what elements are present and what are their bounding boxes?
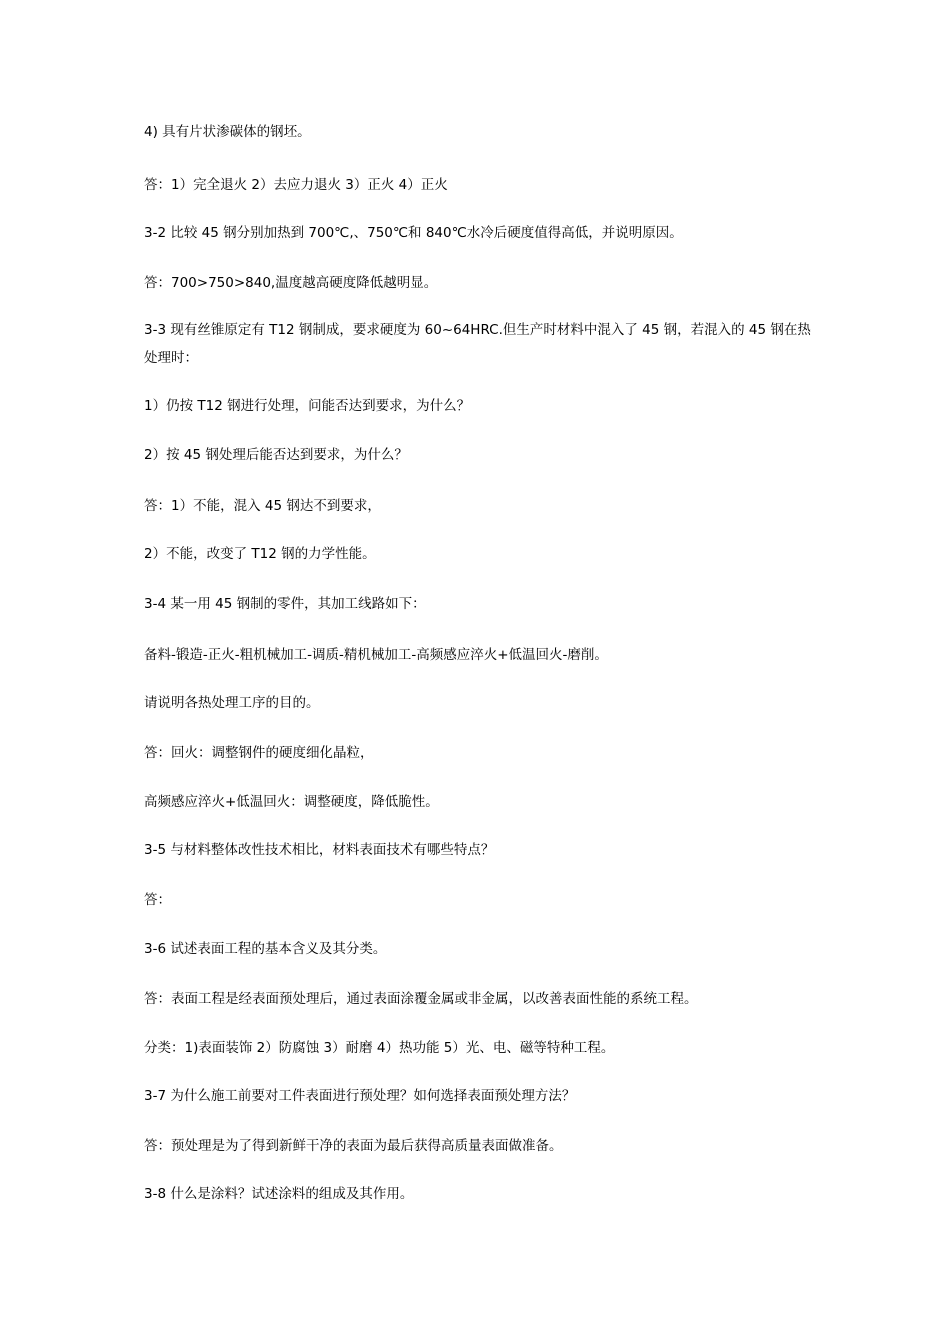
text-line: 答：1）完全退火 2）去应力退火 3）正火 4）正火 bbox=[144, 177, 448, 193]
text-line: 答： bbox=[144, 892, 171, 908]
text-line: 答：回火：调整钢件的硬度细化晶粒， bbox=[144, 745, 374, 761]
text-line: 3-5 与材料整体改性技术相比，材料表面技术有哪些特点？ bbox=[144, 842, 495, 858]
text-line: 3-3 现有丝锥原定有 T12 钢制成，要求硬度为 60~64HRC.但生产时材料中混入了 45 钢，若混入的 45 钢在热处理时： bbox=[144, 322, 811, 366]
text-line: 答：1）不能，混入 45 钢达不到要求， bbox=[144, 498, 381, 514]
text-line: 备料-锻造-正火-粗机械加工-调质-精机械加工-高频感应淬火+低温回火-磨削。 bbox=[144, 647, 608, 663]
text-line: 4) 具有片状渗碳体的钢坯。 bbox=[144, 124, 311, 140]
text-line: 3-8 什么是涂料？试述涂料的组成及其作用。 bbox=[144, 1186, 414, 1202]
text-line: 3-7 为什么施工前要对工件表面进行预处理？如何选择表面预处理方法？ bbox=[144, 1088, 576, 1104]
text-line: 分类：1)表面装饰 2）防腐蚀 3）耐磨 4）热功能 5）光、电、磁等特种工程。 bbox=[144, 1040, 615, 1056]
text-line: 高频感应淬火+低温回火：调整硬度，降低脆性。 bbox=[144, 794, 439, 810]
text-line: 2）不能，改变了 T12 钢的力学性能。 bbox=[144, 546, 376, 562]
text-line: 3-4 某一用 45 钢制的零件，其加工线路如下： bbox=[144, 596, 426, 612]
text-line: 答：表面工程是经表面预处理后，通过表面涂覆金属或非金属，以改善表面性能的系统工程。 bbox=[144, 991, 698, 1007]
text-line: 1）仍按 T12 钢进行处理，问能否达到要求，为什么？ bbox=[144, 398, 471, 414]
text-line: 3-2 比较 45 钢分别加热到 700℃,、750℃和 840℃水冷后硬度值得高低，并说明原因。 bbox=[144, 225, 683, 241]
text-line: 答：预处理是为了得到新鲜干净的表面为最后获得高质量表面做准备。 bbox=[144, 1138, 563, 1154]
text-line: 2）按 45 钢处理后能否达到要求，为什么？ bbox=[144, 447, 408, 463]
text-line: 3-6 试述表面工程的基本含义及其分类。 bbox=[144, 941, 387, 957]
text-line: 答：700>750>840,温度越高硬度降低越明显。 bbox=[144, 275, 438, 291]
text-line: 请说明各热处理工序的目的。 bbox=[144, 695, 320, 711]
